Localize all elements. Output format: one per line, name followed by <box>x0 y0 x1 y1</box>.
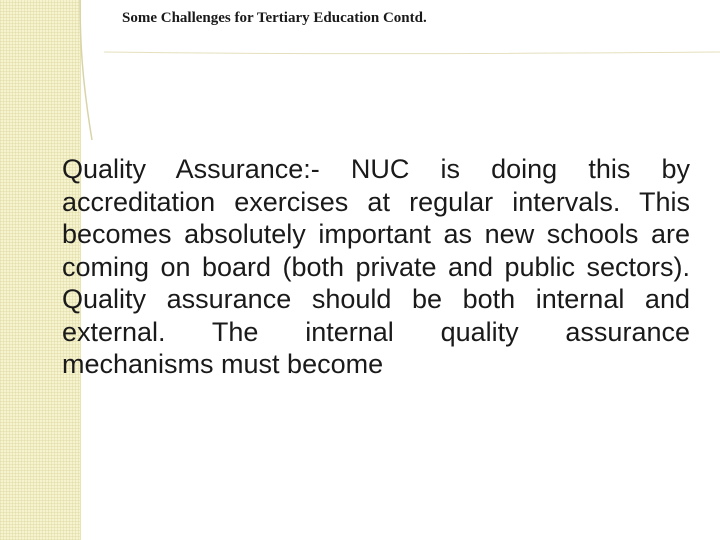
slide-body-text: Quality Assurance:- NUC is doing this by accreditation exercises at regular intervals. This becomes absolutely important as new schools are coming on board (both private and public sectors). Quality assurance should be both internal and external. The internal quality assurance mechanisms must become <box>62 154 690 379</box>
slide-title: Some Challenges for Tertiary Education Contd. <box>122 10 427 26</box>
